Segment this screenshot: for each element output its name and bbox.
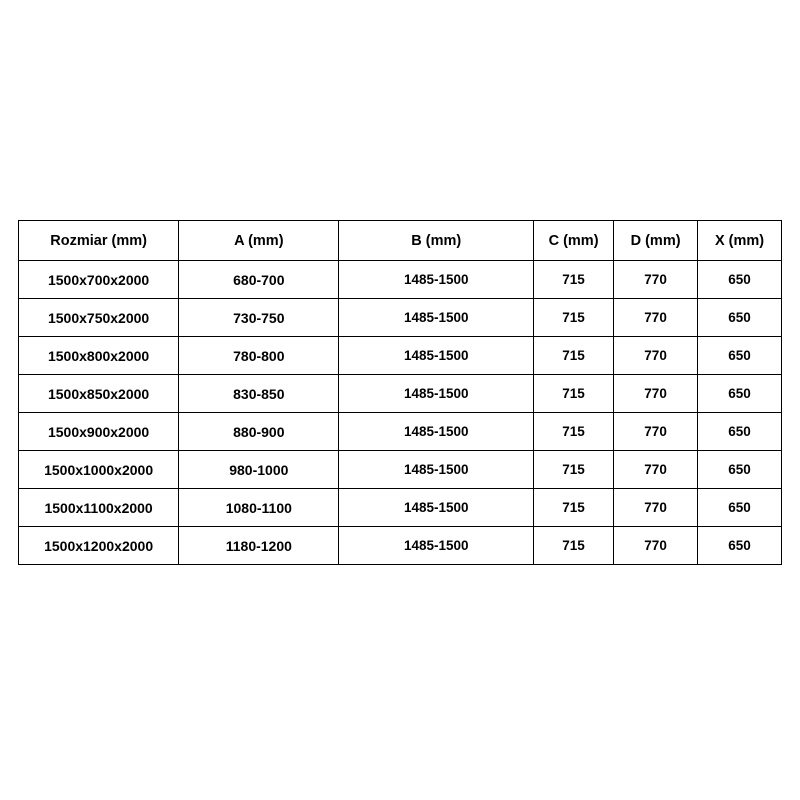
cell-b: 1485-1500 [339, 413, 534, 451]
cell-x: 650 [698, 413, 782, 451]
cell-d: 770 [614, 375, 698, 413]
cell-d: 770 [614, 451, 698, 489]
table-header [19, 221, 782, 261]
table-row [19, 451, 782, 489]
cell-a: 980-1000 [179, 451, 339, 489]
cell-a: 780-800 [179, 337, 339, 375]
cell-b: 1485-1500 [339, 451, 534, 489]
column-header-c: C (mm) [534, 221, 614, 261]
cell-size: 1500x800x2000 [19, 337, 179, 375]
cell-size: 1500x1000x2000 [19, 451, 179, 489]
cell-size: 1500x900x2000 [19, 413, 179, 451]
cell-x: 650 [698, 375, 782, 413]
cell-d: 770 [614, 299, 698, 337]
cell-a: 830-850 [179, 375, 339, 413]
cell-x: 650 [698, 489, 782, 527]
cell-b: 1485-1500 [339, 261, 534, 299]
cell-c: 715 [534, 527, 614, 565]
table-header-row [19, 221, 782, 261]
cell-size: 1500x1200x2000 [19, 527, 179, 565]
table-body [19, 261, 782, 565]
cell-b: 1485-1500 [339, 375, 534, 413]
cell-a: 1180-1200 [179, 527, 339, 565]
table-row [19, 527, 782, 565]
cell-c: 715 [534, 299, 614, 337]
cell-c: 715 [534, 261, 614, 299]
column-header-b: B (mm) [339, 221, 534, 261]
column-header-x: X (mm) [698, 221, 782, 261]
cell-size: 1500x750x2000 [19, 299, 179, 337]
cell-x: 650 [698, 337, 782, 375]
cell-d: 770 [614, 261, 698, 299]
cell-c: 715 [534, 375, 614, 413]
cell-b: 1485-1500 [339, 527, 534, 565]
cell-d: 770 [614, 413, 698, 451]
table-row [19, 375, 782, 413]
cell-c: 715 [534, 413, 614, 451]
cell-b: 1485-1500 [339, 337, 534, 375]
column-header-size: Rozmiar (mm) [19, 221, 179, 261]
table-row [19, 489, 782, 527]
cell-d: 770 [614, 527, 698, 565]
cell-size: 1500x850x2000 [19, 375, 179, 413]
cell-d: 770 [614, 337, 698, 375]
cell-b: 1485-1500 [339, 299, 534, 337]
cell-a: 680-700 [179, 261, 339, 299]
cell-c: 715 [534, 337, 614, 375]
table-row [19, 299, 782, 337]
table-row [19, 413, 782, 451]
cell-c: 715 [534, 489, 614, 527]
cell-a: 1080-1100 [179, 489, 339, 527]
size-specification-table [18, 220, 782, 565]
column-header-a: A (mm) [179, 221, 339, 261]
cell-d: 770 [614, 489, 698, 527]
cell-a: 880-900 [179, 413, 339, 451]
cell-size: 1500x1100x2000 [19, 489, 179, 527]
cell-x: 650 [698, 299, 782, 337]
cell-x: 650 [698, 527, 782, 565]
cell-b: 1485-1500 [339, 489, 534, 527]
cell-x: 650 [698, 451, 782, 489]
cell-size: 1500x700x2000 [19, 261, 179, 299]
column-header-d: D (mm) [614, 221, 698, 261]
cell-a: 730-750 [179, 299, 339, 337]
cell-c: 715 [534, 451, 614, 489]
cell-x: 650 [698, 261, 782, 299]
table-row [19, 337, 782, 375]
spec-table-container [18, 220, 782, 565]
table-row [19, 261, 782, 299]
